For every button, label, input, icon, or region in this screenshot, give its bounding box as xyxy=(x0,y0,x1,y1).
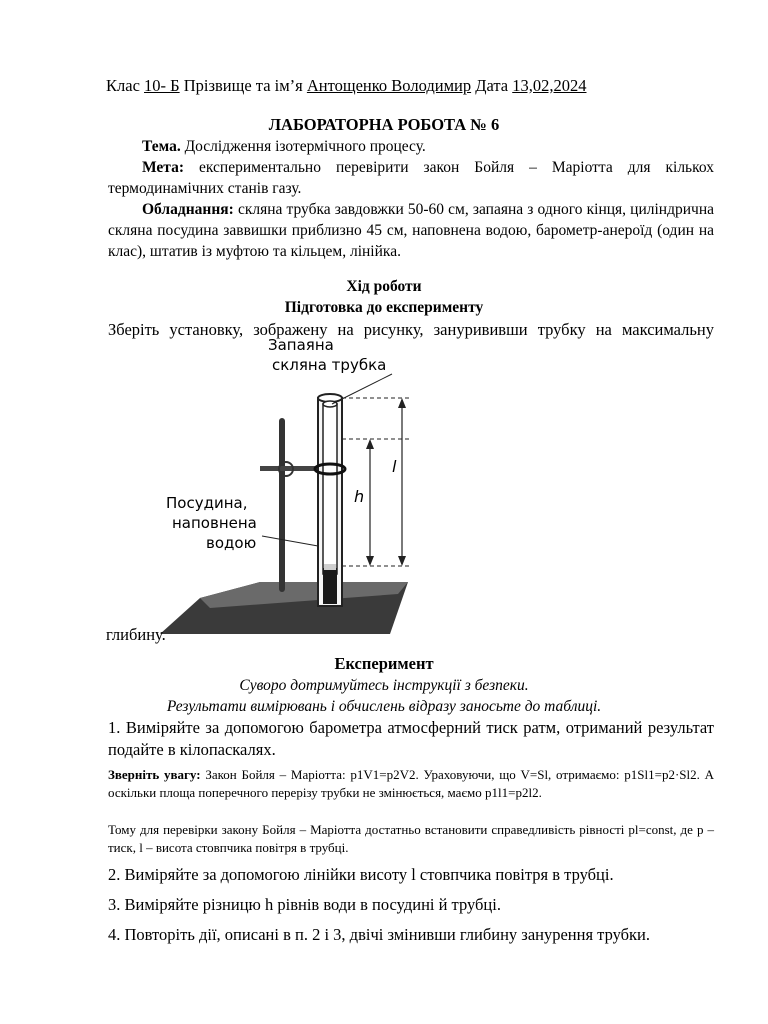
goal-text: експериментально перевірити закон Бойля – Маріотта для кількох термодинамічних станів газу. xyxy=(108,159,714,197)
stand-rod xyxy=(279,418,285,592)
l-arrow-bottom xyxy=(398,556,406,566)
preparation-text-end: глибину. xyxy=(106,625,166,644)
h-label: h xyxy=(354,487,365,506)
record-note: Результати вимірювань і обчислень відразу заносьте до таблиці. xyxy=(166,698,602,715)
preparation-heading: Підготовка до експерименту xyxy=(284,299,484,316)
vessel-label-line-3: водою xyxy=(206,534,257,552)
student-header xyxy=(106,75,666,97)
lab-title: ЛАБОРАТОРНА РОБОТА № 6 xyxy=(268,115,500,134)
l-arrow-top xyxy=(398,398,406,408)
theme-label: Тема. xyxy=(142,138,181,155)
note-paragraph xyxy=(108,766,714,802)
name-value: Антощенко Володимир xyxy=(306,76,472,95)
experiment-heading: Експеримент xyxy=(334,654,434,673)
step-2: 2. Виміряйте за допомогою лінійки висоту l стовпчика повітря в трубці. xyxy=(108,865,614,884)
equipment-paragraph xyxy=(108,199,714,262)
procedure-heading: Хід роботи xyxy=(346,278,422,295)
equipment-text: скляна трубка завдовжки 50-60 см, запаяна з одного кінця, циліндрична скляна посудина заввишки приблизно 45 см, наповнена водою, барометр-анероїд (один на клас), штатив із муфтою та кільцем, лінійка. xyxy=(108,201,715,260)
date-label: Дата xyxy=(475,76,509,95)
tube-leader xyxy=(332,374,392,404)
step-3: 3. Виміряйте різницю h рівнів води в посудині й трубці. xyxy=(108,895,501,914)
setup-figure xyxy=(160,336,420,644)
theme-line xyxy=(142,136,714,157)
class-label: Клас xyxy=(106,76,140,95)
vessel-label-line-1: Посудина, xyxy=(166,494,248,512)
note-label: Зверніть увагу: xyxy=(108,767,201,782)
step-1: 1. Виміряйте за допомогою барометра атмосферний тиск ратм, отриманий результат подайте в кілопаскалях. xyxy=(108,718,714,759)
h-arrow-bottom xyxy=(366,556,374,566)
note-text: Закон Бойля – Маріотта: p1V1=p2V2. Ураховуючи, що V=Sl, отримаємо: p1Sl1=p2·Sl2. А оскільки площа поперечного перерізу трубки не змінюється, маємо p1l1=p2l2. xyxy=(108,767,715,800)
tube-label-line-1: Запаяна xyxy=(268,336,334,354)
equipment-label: Обладнання: xyxy=(142,201,234,218)
l-label: l xyxy=(392,457,397,476)
preparation-text: Зберіть установку, зображену на рисунку, занурививши трубку на максимальну xyxy=(108,320,714,339)
water-in-tube xyxy=(323,568,337,604)
theme-text: Дослідження ізотермічного процесу. xyxy=(184,138,426,155)
note-paragraph-2: Тому для перевірки закону Бойля – Маріотта достатньо встановити справедливість рівності pl=const, де p – тиск, l – висота стовпчика повітря в трубці. xyxy=(108,822,714,855)
vessel-label-line-2: наповнена xyxy=(172,514,257,532)
tube-sealed-end xyxy=(323,401,337,407)
safety-note: Суворо дотримуйтесь інструкції з безпеки. xyxy=(239,677,529,694)
goal-label: Мета: xyxy=(142,159,185,176)
tube-label-line-2: скляна трубка xyxy=(272,356,387,374)
class-value: 10- Б xyxy=(144,76,180,95)
water-surface xyxy=(324,564,336,570)
name-label: Прізвище та ім’я xyxy=(183,76,303,95)
h-arrow-top xyxy=(366,439,374,449)
glass-tube xyxy=(323,404,337,574)
goal-paragraph xyxy=(108,157,714,199)
vessel-leader xyxy=(262,536,318,546)
date-value: 13,02,2024 xyxy=(512,76,587,95)
step-4: 4. Повторіть дії, описані в п. 2 і 3, двічі змінивши глибину занурення трубки. xyxy=(108,925,651,944)
